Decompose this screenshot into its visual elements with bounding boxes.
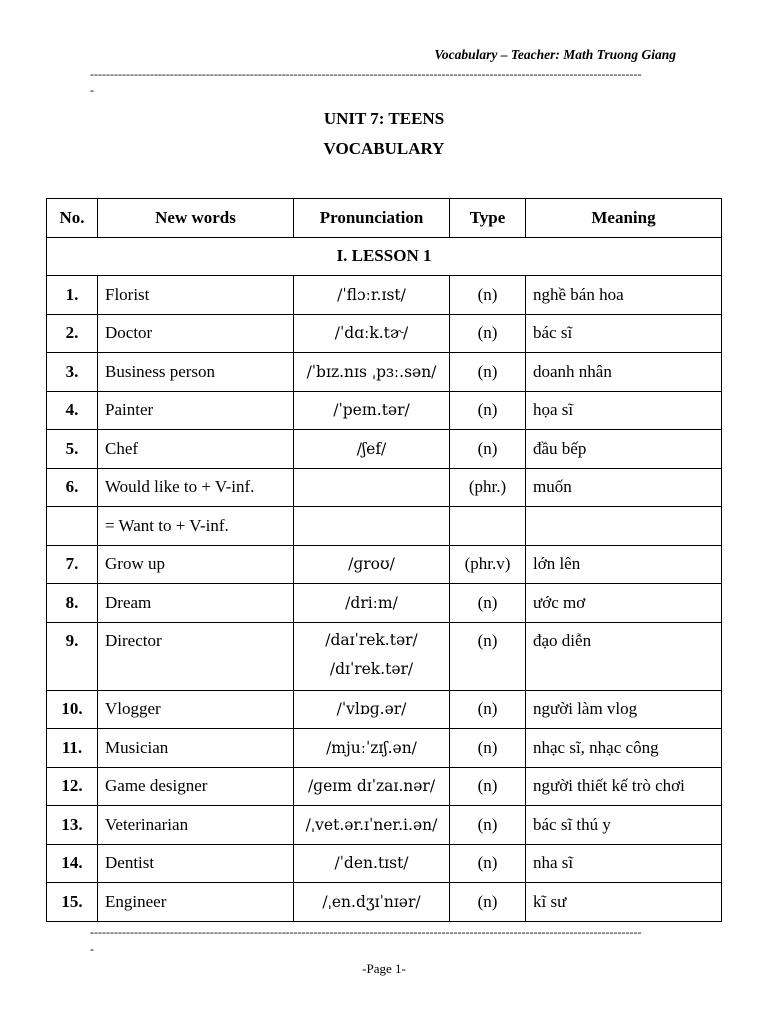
table-row [47, 545, 722, 584]
cell-no [47, 507, 98, 546]
cell-no: 2. [47, 314, 98, 353]
cell-pronunciation: /ɡeɪm dɪˈzaɪ.nər/ [294, 767, 450, 806]
table-row [47, 430, 722, 469]
header-no: No. [47, 199, 98, 238]
header-new-words: New words [98, 199, 294, 238]
vocabulary-table [46, 198, 722, 922]
table-row [47, 584, 722, 623]
cell-type [450, 507, 526, 546]
cell-meaning: muốn [526, 468, 722, 507]
cell-type: (n) [450, 883, 526, 922]
cell-new-word: Dentist [98, 844, 294, 883]
cell-no: 4. [47, 391, 98, 430]
cell-pronunciation: /ˈden.tɪst/ [294, 844, 450, 883]
cell-meaning: nghề bán hoa [526, 276, 722, 315]
table-row [47, 806, 722, 845]
cell-type: (n) [450, 690, 526, 729]
header-meaning: Meaning [526, 199, 722, 238]
cell-meaning: đầu bếp [526, 430, 722, 469]
cell-new-word: Grow up [98, 545, 294, 584]
cell-meaning: bác sĩ [526, 314, 722, 353]
cell-pronunciation [294, 468, 450, 507]
cell-no: 14. [47, 844, 98, 883]
cell-new-word: Business person [98, 353, 294, 392]
cell-type: (n) [450, 844, 526, 883]
table-row [47, 353, 722, 392]
cell-no: 5. [47, 430, 98, 469]
cell-new-word: Dream [98, 584, 294, 623]
section-title: I. LESSON 1 [47, 237, 722, 276]
cell-pronunciation [294, 622, 450, 690]
table-row [47, 507, 722, 546]
cell-new-word: Director [98, 622, 294, 690]
cell-pronunciation: /ˌen.dʒɪˈnɪər/ [294, 883, 450, 922]
table-row [47, 883, 722, 922]
cell-pronunciation: /driːm/ [294, 584, 450, 623]
cell-type: (n) [450, 767, 526, 806]
cell-meaning: họa sĩ [526, 391, 722, 430]
cell-type: (n) [450, 622, 526, 690]
cell-pronunciation: /ˈbɪz.nɪs ˌpɜː.sən/ [294, 353, 450, 392]
cell-new-word: Engineer [98, 883, 294, 922]
footer-divider: ------------------------------------------------------------------------------------------------------------------------------------------ [90, 926, 642, 938]
vocabulary-title: VOCABULARY [323, 139, 445, 158]
cell-pronunciation [294, 507, 450, 546]
page-number: -Page 1- [362, 961, 406, 976]
cell-meaning: lớn lên [526, 545, 722, 584]
cell-new-word: Game designer [98, 767, 294, 806]
cell-pronunciation: /mjuːˈzɪʃ.ən/ [294, 729, 450, 768]
cell-new-word: Would like to + V-inf. [98, 468, 294, 507]
cell-type: (n) [450, 729, 526, 768]
table-row [47, 314, 722, 353]
cell-no: 9. [47, 622, 98, 690]
cell-type: (n) [450, 806, 526, 845]
cell-new-word: = Want to + V-inf. [98, 507, 294, 546]
cell-type: (n) [450, 314, 526, 353]
cell-type: (phr.) [450, 468, 526, 507]
table-row [47, 844, 722, 883]
cell-new-word: Veterinarian [98, 806, 294, 845]
table-row [47, 468, 722, 507]
cell-new-word: Painter [98, 391, 294, 430]
table-row [47, 622, 722, 690]
cell-type: (n) [450, 353, 526, 392]
cell-pronunciation: /ˈdɑːk.tɚ/ [294, 314, 450, 353]
cell-no: 12. [47, 767, 98, 806]
cell-type: (n) [450, 430, 526, 469]
cell-pronunciation: /ʃef/ [294, 430, 450, 469]
cell-pronunciation: /ˈflɔːr.ɪst/ [294, 276, 450, 315]
cell-no: 1. [47, 276, 98, 315]
header-divider-tail: - [90, 84, 94, 96]
table-row [47, 729, 722, 768]
cell-type: (n) [450, 276, 526, 315]
section-row [47, 237, 722, 276]
table-row [47, 391, 722, 430]
cell-no: 8. [47, 584, 98, 623]
cell-new-word: Chef [98, 430, 294, 469]
unit-title: UNIT 7: TEENS [323, 109, 445, 128]
header-divider: ------------------------------------------------------------------------------------------------------------------------------------------ [90, 68, 642, 80]
cell-no: 13. [47, 806, 98, 845]
cell-meaning: ước mơ [526, 584, 722, 623]
cell-no: 11. [47, 729, 98, 768]
cell-type: (n) [450, 584, 526, 623]
cell-meaning: doanh nhân [526, 353, 722, 392]
cell-pronunciation: /ˈpeɪn.tər/ [294, 391, 450, 430]
cell-no: 10. [47, 690, 98, 729]
header-type: Type [450, 199, 526, 238]
cell-meaning: người thiết kế trò chơi [526, 767, 722, 806]
cell-pronunciation: /ˌvet.ər.ɪˈner.i.ən/ [294, 806, 450, 845]
cell-type: (n) [450, 391, 526, 430]
cell-pronunciation: /ˈvlɒɡ.ər/ [294, 690, 450, 729]
cell-meaning: đạo diễn [526, 622, 722, 690]
cell-new-word: Florist [98, 276, 294, 315]
table-row [47, 690, 722, 729]
cell-meaning [526, 507, 722, 546]
cell-meaning: người làm vlog [526, 690, 722, 729]
footer-divider-tail: - [90, 943, 94, 955]
cell-new-word: Doctor [98, 314, 294, 353]
document-header-title: Vocabulary – Teacher: Math Truong Giang [434, 47, 676, 62]
header-pronunciation: Pronunciation [294, 199, 450, 238]
cell-meaning: bác sĩ thú y [526, 806, 722, 845]
cell-no: 3. [47, 353, 98, 392]
cell-no: 15. [47, 883, 98, 922]
table-row [47, 767, 722, 806]
cell-meaning: nha sĩ [526, 844, 722, 883]
table-row [47, 276, 722, 315]
cell-type: (phr.v) [450, 545, 526, 584]
pronunciation-variant: /dɪˈrek.tər/ [329, 659, 414, 678]
cell-meaning: nhạc sĩ, nhạc công [526, 729, 722, 768]
pronunciation-variant: /daɪˈrek.tər/ [325, 630, 418, 649]
cell-pronunciation: /ɡroʊ/ [294, 545, 450, 584]
table-header-row [47, 199, 722, 238]
cell-new-word: Vlogger [98, 690, 294, 729]
cell-meaning: kĩ sư [526, 883, 722, 922]
cell-no: 6. [47, 468, 98, 507]
cell-no: 7. [47, 545, 98, 584]
cell-new-word: Musician [98, 729, 294, 768]
